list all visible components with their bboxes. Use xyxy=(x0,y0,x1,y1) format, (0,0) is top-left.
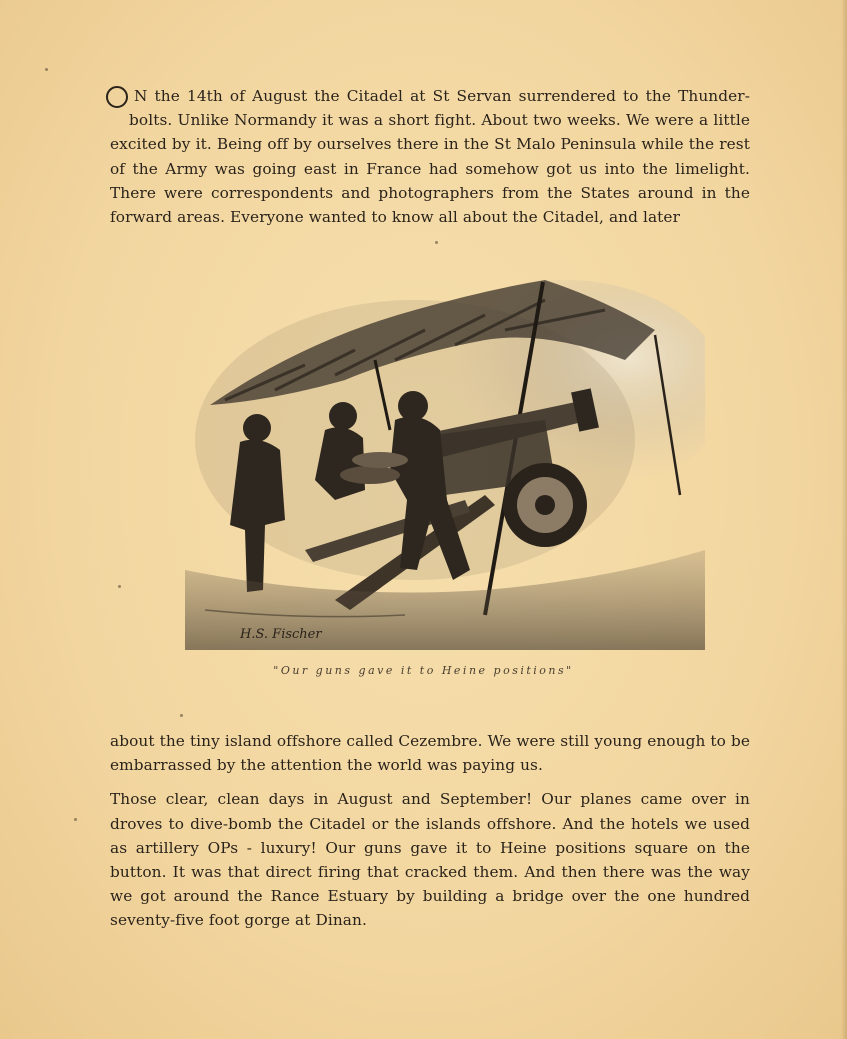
opening-line-text: N the 14th of August the Citadel at St Servan surrendered to the Thunder- xyxy=(134,87,750,105)
cezembre-paragraph: about the tiny island offshore called Cezembre. We were still young enough to be embarrassed by the attention the world was paying us. xyxy=(110,732,750,775)
august-september-paragraph: Those clear, clean days in August and September! Our planes came over in droves to dive-bomb the Citadel or the islands offshore. And the hotels we used as artillery OPs - luxury! Our guns gave it to Heine positions square on the button. It was that direct firing that cracked them. And then there was the way we got around the Rance Estuary by building a bridge over the one hundred seventy-five foot gorge at Dinan. xyxy=(110,790,750,930)
opening-paragraph xyxy=(110,84,750,229)
illustration-caption: "Our guns gave it to Heine positions" xyxy=(273,664,574,677)
paper-speck xyxy=(180,714,183,717)
paper-speck xyxy=(435,241,438,244)
artillery-crew-illustration xyxy=(185,270,705,650)
paper-speck xyxy=(74,818,77,821)
opening-continuation-text: bolts. Unlike Normandy it was a short fight. About two weeks. We were a little excited by it. Being off by ourselves there in the St Malo Peninsula while the rest of the Army was going east in France had somehow got us into the limelight. There were correspondents and photographers from the States around in the forward areas. Everyone wanted to know all about the Citadel, and later xyxy=(110,111,750,227)
artist-signature: H.S. Fischer xyxy=(240,627,322,642)
paper-speck xyxy=(45,68,48,71)
closing-paragraphs xyxy=(110,729,750,943)
page-edge-shadow xyxy=(841,0,847,1039)
paper-speck xyxy=(118,585,121,588)
drop-cap-circle-icon xyxy=(106,86,128,108)
